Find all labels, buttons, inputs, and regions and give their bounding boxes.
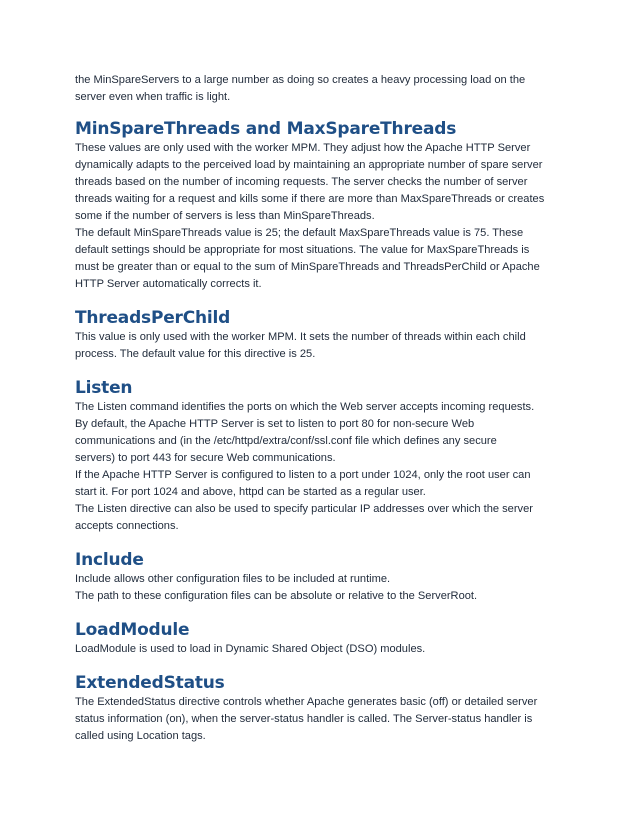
section-heading: ExtendedStatus	[75, 673, 225, 693]
text-line: These values are only used with the worker MPM. They adjust how the Apache HTTP Server	[75, 142, 531, 154]
text-line: This value is only used with the worker MPM. It sets the number of threads within each child	[75, 331, 526, 343]
text-line: the MinSpareServers to a large number as doing so creates a heavy processing load on the	[75, 74, 526, 86]
text-line: process. The default value for this directive is 25.	[75, 348, 316, 360]
text-line: status information (on), when the server-status handler is called. The Server-status handler is	[75, 713, 533, 725]
text-line: threads based on the number of incoming requests. The server checks the number of server	[75, 176, 528, 188]
text-line: HTTP Server automatically corrects it.	[75, 278, 262, 290]
text-line: The Listen directive can also be used to specify particular IP addresses over which the server	[75, 503, 533, 515]
text-line: called using Location tags.	[75, 730, 206, 742]
section-heading: Listen	[75, 378, 133, 398]
text-line: servers) to port 443 for secure Web communications.	[75, 452, 336, 464]
document-page	[75, 72, 573, 745]
section-body	[75, 571, 573, 605]
section-extendedstatus	[75, 672, 573, 745]
section-body	[75, 694, 573, 745]
text-line: communications and (in the /etc/httpd/extra/conf/ssl.conf file which defines any secure	[75, 435, 497, 447]
section-loadmodule	[75, 619, 573, 658]
text-line: The ExtendedStatus directive controls whether Apache generates basic (off) or detailed server	[75, 696, 538, 708]
section-heading: MinSpareThreads and MaxSpareThreads	[75, 119, 457, 139]
section-heading: ThreadsPerChild	[75, 308, 231, 328]
text-line: default settings should be appropriate for most situations. The value for MaxSpareThreads is	[75, 244, 530, 256]
text-line: threads waiting for a request and kills some if there are more than MaxSpareThreads or creates	[75, 193, 545, 205]
text-line: server even when traffic is light.	[75, 91, 231, 103]
intro-paragraph	[75, 72, 573, 106]
section-heading: LoadModule	[75, 620, 190, 640]
text-line: If the Apache HTTP Server is configured to listen to a port under 1024, only the root user can	[75, 469, 531, 481]
text-line: must be greater than or equal to the sum of MinSpareThreads and ThreadsPerChild or Apache	[75, 261, 540, 273]
section-body	[75, 641, 573, 658]
section-body	[75, 140, 573, 293]
text-line: Include allows other configuration files to be included at runtime.	[75, 573, 391, 585]
section-include	[75, 549, 573, 605]
section-heading: Include	[75, 550, 144, 570]
text-line: dynamically adapts to the perceived load by maintaining an appropriate number of spare server	[75, 159, 543, 171]
text-line: The Listen command identifies the ports on which the Web server accepts incoming requests.	[75, 401, 535, 413]
text-line: The path to these configuration files can be absolute or relative to the ServerRoot.	[75, 590, 478, 602]
text-line: start it. For port 1024 and above, httpd can be started as a regular user.	[75, 486, 426, 498]
text-line: some if the number of servers is less than MinSpareThreads.	[75, 210, 375, 222]
text-line: LoadModule is used to load in Dynamic Shared Object (DSO) modules.	[75, 643, 426, 655]
text-line: By default, the Apache HTTP Server is set to listen to port 80 for non-secure Web	[75, 418, 475, 430]
section-body	[75, 329, 573, 363]
section-threadsperchild	[75, 307, 573, 363]
text-line: The default MinSpareThreads value is 25; the default MaxSpareThreads value is 75. These	[75, 227, 524, 239]
section-body	[75, 399, 573, 535]
section-minsparethreads	[75, 118, 573, 293]
text-line: accepts connections.	[75, 520, 179, 532]
section-listen	[75, 377, 573, 535]
